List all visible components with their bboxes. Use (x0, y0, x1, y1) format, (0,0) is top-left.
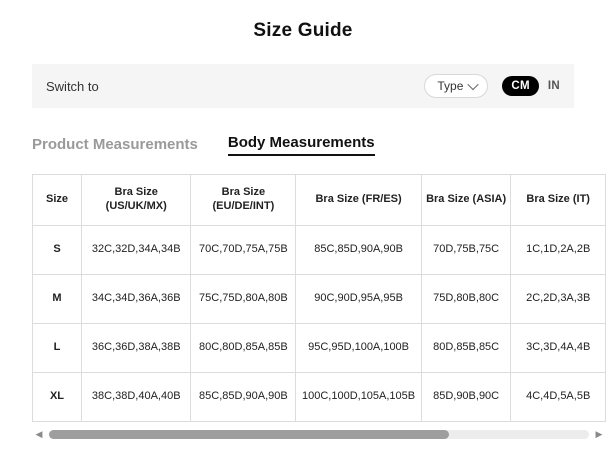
unit-in-button[interactable]: IN (547, 80, 560, 92)
cell-eu-de-int: 70C,70D,75A,75B (191, 226, 296, 275)
size-table (32, 174, 606, 422)
column-header-us-uk-mx: Bra Size (US/UK/MX) (82, 175, 191, 226)
column-header-it: Bra Size (IT) (511, 175, 606, 226)
cell-size: L (33, 324, 82, 373)
type-select-label: Type (437, 79, 464, 93)
table-header-row (33, 175, 606, 226)
column-header-eu-de-int: Bra Size (EU/DE/INT) (191, 175, 296, 226)
type-select[interactable] (424, 74, 488, 98)
page-title: Size Guide (253, 20, 353, 41)
cell-it: 4C,4D,5A,5B (511, 373, 606, 422)
cell-asia: 75D,80B,80C (421, 275, 511, 324)
cell-eu-de-int: 85C,85D,90A,90B (191, 373, 296, 422)
column-header-size: Size (33, 175, 82, 226)
unit-cm-button[interactable]: CM (502, 76, 539, 96)
cell-eu-de-int: 75C,75D,80A,80B (191, 275, 296, 324)
cell-asia: 80D,85B,85C (421, 324, 511, 373)
unit-toggle (502, 76, 560, 96)
switch-to-label: Switch to (46, 78, 99, 94)
tab-body-measurements[interactable]: Body Measurements (228, 134, 375, 156)
column-header-fr-es: Bra Size (FR/ES) (296, 175, 422, 226)
cell-us-uk-mx: 38C,38D,40A,40B (82, 373, 191, 422)
cell-it: 2C,2D,3A,3B (511, 275, 606, 324)
table-row (33, 324, 606, 373)
chevron-down-icon (468, 79, 479, 90)
cell-size: XL (33, 373, 82, 422)
cell-asia: 70D,75B,75C (421, 226, 511, 275)
size-table-container (32, 174, 606, 422)
cell-us-uk-mx: 32C,32D,34A,34B (82, 226, 191, 275)
cell-us-uk-mx: 36C,36D,38A,38B (82, 324, 191, 373)
cell-size: S (33, 226, 82, 275)
cell-fr-es: 95C,95D,100A,100B (296, 324, 422, 373)
cell-it: 1C,1D,2A,2B (511, 226, 606, 275)
table-row (33, 373, 606, 422)
tab-product-measurements[interactable]: Product Measurements (32, 136, 198, 153)
column-header-asia: Bra Size (ASIA) (421, 175, 511, 226)
scroll-left-arrow-icon[interactable]: ◀ (35, 428, 43, 439)
table-row (33, 275, 606, 324)
cell-fr-es: 90C,90D,95A,95B (296, 275, 422, 324)
cell-us-uk-mx: 34C,34D,36A,36B (82, 275, 191, 324)
scroll-right-arrow-icon[interactable]: ▶ (595, 428, 603, 439)
cell-fr-es: 85C,85D,90A,90B (296, 226, 422, 275)
cell-it: 3C,3D,4A,4B (511, 324, 606, 373)
unit-switch-bar (32, 64, 574, 108)
cell-eu-de-int: 80C,80D,85A,85B (191, 324, 296, 373)
horizontal-scrollbar[interactable] (32, 427, 606, 441)
measurement-tabs (32, 134, 574, 156)
cell-asia: 85D,90B,90C (421, 373, 511, 422)
cell-size: M (33, 275, 82, 324)
cell-fr-es: 100C,100D,105A,105B (296, 373, 422, 422)
table-row (33, 226, 606, 275)
